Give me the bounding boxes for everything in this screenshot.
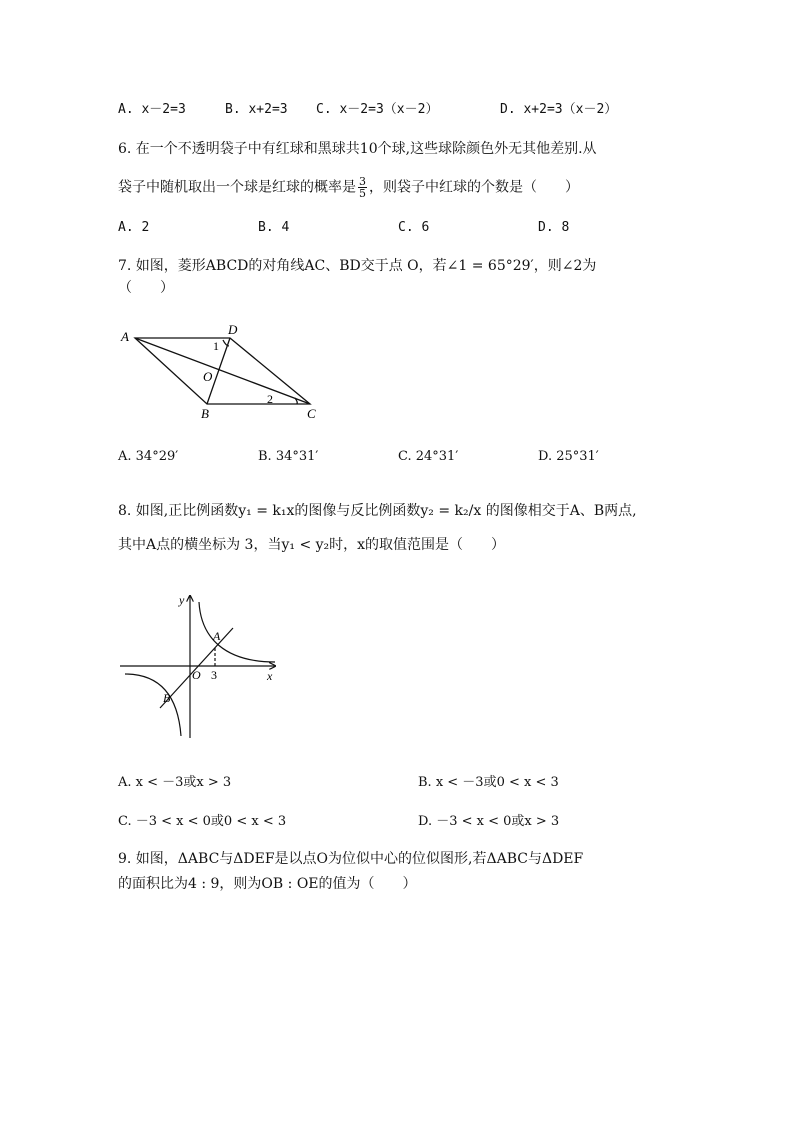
label-2: 2 <box>267 392 273 406</box>
fraction-denominator: 5 <box>359 187 366 200</box>
q8-option-a: A. x < －3或x > 3 <box>118 775 232 790</box>
q8-stem-line1: 8. 如图,正比例函数y₁ = k₁x的图像与反比例函数y₂ = k₂/x 的图像相交于A、B两点, <box>118 503 637 519</box>
q7-option-b: B. 34°31′ <box>258 449 319 464</box>
q6-stem-line1: 6. 在一个不透明袋子中有红球和黑球共10个球,这些球除颜色外无其他差别.从 <box>118 141 597 157</box>
q8-option-b: B. x < －3或0 < x < 3 <box>418 775 559 790</box>
label-3: 3 <box>211 668 217 682</box>
q5-option-c: C. x－2=3（x－2） <box>316 102 439 117</box>
label-1: 1 <box>213 339 219 353</box>
label-a: A <box>121 329 129 344</box>
q9-stem-line2: 的面积比为4 : 9，则为OB : OE的值为（ ） <box>118 876 417 892</box>
q7-option-d: D. 25°31′ <box>538 449 599 464</box>
q6-stem-post: ，则袋子中红球的个数是（ ） <box>369 179 579 196</box>
q6-stem-line2 <box>118 176 579 199</box>
q6-option-b: B. 4 <box>258 220 290 235</box>
rhombus-figure <box>115 318 335 428</box>
label-y: y <box>179 593 185 607</box>
label-o: O <box>192 668 201 682</box>
hyperbola-branch-2 <box>125 674 181 736</box>
fraction-numerator: 3 <box>359 175 366 188</box>
function-graph <box>115 588 290 743</box>
label-b: B <box>201 406 209 421</box>
q6-option-d: D. 8 <box>538 220 570 235</box>
q8-option-c: C. －3 < x < 0或0 < x < 3 <box>118 814 287 829</box>
q5-option-d: D. x+2=3（x－2） <box>500 102 618 117</box>
label-o: O <box>203 369 213 384</box>
probability-fraction <box>358 176 367 199</box>
q6-option-a: A. 2 <box>118 220 150 235</box>
label-c: C <box>307 406 316 421</box>
q5-option-a: A. x－2=3 <box>118 102 186 117</box>
q9-stem-line1: 9. 如图，ΔABC与ΔDEF是以点O为位似中心的位似图形,若ΔABC与ΔDEF <box>118 851 584 867</box>
q6-option-c: C. 6 <box>398 220 430 235</box>
q7-option-a: A. 34°29′ <box>118 449 179 464</box>
label-x: x <box>267 669 273 683</box>
q6-stem-pre: 袋子中随机取出一个球是红球的概率是 <box>118 179 356 196</box>
label-b: B <box>163 691 171 705</box>
label-d: D <box>228 322 238 337</box>
q8-stem-line2: 其中A点的横坐标为 3，当y₁ < y₂时，x的取值范围是（ ） <box>118 537 506 553</box>
q5-option-b: B. x+2=3 <box>225 102 288 117</box>
q8-option-d: D. －3 < x < 0或x > 3 <box>418 814 560 829</box>
q7-stem-line2: （ ） <box>118 280 174 296</box>
q7-option-c: C. 24°31′ <box>398 449 459 464</box>
label-a: A <box>213 629 221 643</box>
q7-stem-line1: 7. 如图，菱形ABCD的对角线AC、BD交于点 O，若∠1 = 65°29′，则∠2为 <box>118 258 597 274</box>
diagonal-ac <box>135 338 310 404</box>
